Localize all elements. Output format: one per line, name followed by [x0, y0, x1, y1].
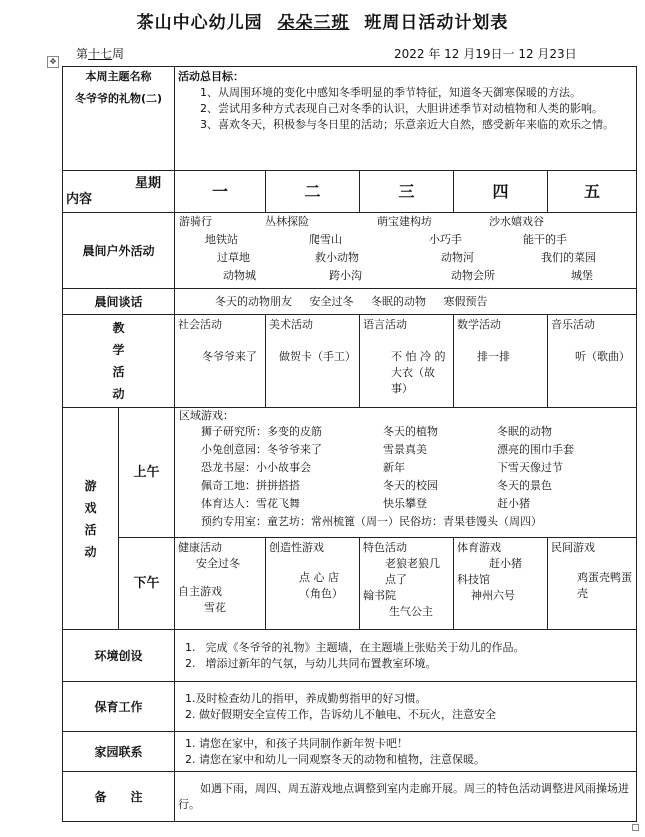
teaching-label-char: 活 [112, 365, 125, 379]
teaching-wednesday [360, 315, 454, 408]
afternoon-friday [548, 538, 637, 630]
activity-content: 生气公主 [389, 605, 433, 618]
area-item: 快乐攀登 [383, 497, 427, 510]
care-item: 2. 做好假期安全宣传工作，告诉幼儿不触电、不玩火，注意安全 [185, 707, 496, 721]
area-label: 区域游戏： [179, 409, 234, 422]
week-line [72, 45, 612, 63]
teaching-monday [175, 315, 266, 408]
teaching-label-char: 动 [112, 387, 125, 401]
day-monday: 一 [175, 171, 266, 213]
outdoor-item: 能干的手 [523, 233, 567, 246]
activity-type: 美术活动 [269, 318, 313, 331]
activity-type: 创造性游戏 [269, 541, 324, 554]
afternoon-thursday [454, 538, 548, 630]
outdoor-item: 城堡 [571, 269, 593, 282]
activity-content: 听（歌曲） [575, 350, 630, 363]
goal-item: 3、喜欢冬天，积极参与冬日里的活动；乐意亲近大自然，感受新年来临的欢乐之情。 [200, 118, 614, 131]
environment-row [63, 630, 637, 682]
day-wednesday: 三 [360, 171, 454, 213]
activity-content: 神州六号 [471, 589, 515, 602]
environment-content [175, 630, 637, 682]
care-item: 1.及时检查幼儿的指甲，养成勤剪指甲的好习惯。 [185, 691, 427, 705]
day-friday: 五 [548, 171, 637, 213]
outdoor-item: 动物城 [223, 269, 256, 282]
table-move-handle-icon[interactable]: ✥ [47, 56, 59, 68]
games-afternoon-row [63, 538, 637, 630]
area-games [175, 408, 637, 538]
talk-content [175, 289, 637, 315]
goal-item: 1、从周围环境的变化中感知冬季明显的季节特征，知道冬天御寒保暖的方法。 [200, 86, 581, 99]
activity-content: 赶小猪 [489, 557, 522, 570]
area-item: 佩奇工地：拼拼搭搭 [201, 479, 300, 492]
outdoor-item: 动物会所 [451, 269, 495, 282]
content-label: 内容 [66, 191, 93, 207]
games-label-char: 活 [84, 522, 97, 537]
activity-content: 老狼老狼几点了 [385, 557, 440, 586]
activity-type: 社会活动 [178, 318, 222, 331]
area-item: 冬天的校园 [383, 479, 438, 492]
activity-content: 做贺卡（手工） [279, 350, 356, 363]
theme-name: 冬爷爷的礼物(二) [74, 92, 163, 105]
teaching-thursday [454, 315, 548, 408]
area-item: 恐龙书屋：小小故事会 [201, 461, 311, 474]
environment-text: 增添过新年的气氛，与幼儿共同布置教室环境。 [205, 656, 437, 670]
outdoor-content [175, 213, 637, 289]
outdoor-item: 丛林探险 [265, 215, 309, 228]
games-morning-row [63, 408, 637, 538]
games-label-char: 动 [84, 544, 97, 559]
talk-row [63, 289, 637, 315]
area-item: 新年 [383, 461, 405, 474]
activity-content: 雪花 [204, 601, 226, 614]
area-item: 体育达人：雪花飞舞 [201, 497, 300, 510]
activity-type: 科技馆 [457, 573, 490, 586]
activity-type: 民间游戏 [551, 541, 595, 554]
teaching-label-char: 学 [112, 343, 125, 357]
goals-cell [175, 67, 637, 171]
plan-table [62, 66, 637, 822]
area-item: 漂亮的围巾手套 [497, 443, 574, 456]
remark-text: 如遇下雨，周四、周五游戏地点调整到室内走廊开展。周三的特色活动调整进风雨操场进行。 [175, 772, 637, 822]
area-item: 小兔创意园：冬爷爷来了 [201, 443, 322, 456]
theme-label: 本周主题名称 [85, 70, 152, 83]
activity-type: 音乐活动 [551, 318, 595, 331]
outdoor-item: 动物河 [441, 251, 474, 264]
talk-label: 晨间谈话 [63, 289, 175, 315]
week-suffix: 周 [112, 47, 125, 61]
activity-type: 自主游戏 [178, 585, 222, 598]
care-content [175, 682, 637, 732]
outdoor-item: 地铁站 [205, 233, 238, 246]
activity-type: 健康活动 [178, 541, 222, 554]
activity-content: 点 心 店（角色） [299, 571, 343, 600]
goals-label: 活动总目标： [178, 70, 244, 83]
activity-content: 翰书院 [363, 589, 396, 602]
weekday-label: 星期 [134, 175, 161, 191]
theme-row [63, 67, 637, 171]
area-item: 冬天的景色 [497, 479, 552, 492]
activity-content: 鸡蛋壳鸭蛋壳 [577, 571, 632, 600]
document-title [0, 8, 645, 33]
family-content [175, 732, 637, 772]
week-number [76, 45, 124, 62]
teaching-friday [548, 315, 637, 408]
outdoor-item: 我们的菜园 [541, 251, 596, 264]
afternoon-wednesday [360, 538, 454, 630]
games-label-char: 戏 [84, 500, 97, 515]
talk-item: 冬天的动物朋友 [215, 294, 292, 308]
environment-label: 环境创设 [63, 630, 175, 682]
afternoon-tuesday [266, 538, 360, 630]
activity-type: 语言活动 [363, 318, 407, 331]
teaching-label [63, 315, 175, 408]
area-item: 赶小猪 [497, 497, 530, 510]
area-item: 狮子研究所：多变的皮筋 [201, 425, 322, 438]
weekday-corner [63, 171, 175, 213]
outdoor-row [63, 213, 637, 289]
family-row [63, 732, 637, 772]
table-resize-handle-icon[interactable] [632, 824, 639, 831]
care-row [63, 682, 637, 732]
outdoor-item: 萌宝建构坊 [377, 215, 432, 228]
family-label: 家园联系 [63, 732, 175, 772]
family-item: 1. 请您在家中，和孩子共同制作新年贺卡吧！ [185, 736, 408, 750]
talk-item: 寒假预告 [443, 294, 488, 308]
plan-title: 班周日活动计划表 [364, 13, 509, 33]
environment-item: 1. 完成《冬爷爷的礼物》主题墙，在主题墙上张贴关于幼儿的作品。 [185, 640, 525, 654]
activity-content: 冬爷爷来了 [202, 350, 257, 363]
outdoor-item: 救小动物 [315, 251, 359, 264]
outdoor-label: 晨间户外活动 [63, 213, 175, 289]
outdoor-item: 过草地 [217, 251, 250, 264]
teaching-row [63, 315, 637, 408]
weekday-row [63, 171, 637, 213]
week-number-value: 十七 [88, 47, 113, 61]
outdoor-item: 小巧手 [429, 233, 462, 246]
class-name: 朵朵三班 [277, 13, 350, 33]
theme-cell [63, 67, 175, 171]
day-tuesday: 二 [266, 171, 360, 213]
games-label [63, 408, 119, 630]
school-name: 茶山中心幼儿园 [136, 13, 263, 33]
afternoon-label: 下午 [119, 538, 175, 630]
talk-item: 冬眠的动物 [371, 294, 426, 308]
day-thursday: 四 [454, 171, 548, 213]
goal-item: 2、尝试用多种方式表现自己对冬季的认识，大胆讲述季节对动植物和人类的影响。 [200, 102, 603, 115]
activity-content: 安全过冬 [196, 557, 240, 570]
talk-item: 安全过冬 [309, 294, 354, 308]
outdoor-item: 爬雪山 [309, 233, 342, 246]
activity-type: 体育游戏 [457, 541, 501, 554]
week-prefix: 第 [76, 47, 89, 61]
outdoor-item: 沙水嬉戏谷 [489, 215, 544, 228]
environment-item: 2. 增添过新年的气氛，与幼儿共同布置教室环境。 [185, 656, 437, 670]
afternoon-monday [175, 538, 266, 630]
care-label: 保育工作 [63, 682, 175, 732]
activity-type: 数学活动 [457, 318, 501, 331]
remark-label: 备 注 [63, 772, 175, 822]
activity-content: 排一排 [477, 350, 510, 363]
area-item: 冬天的植物 [383, 425, 438, 438]
activity-type: 特色活动 [363, 541, 407, 554]
outdoor-item: 跨小沟 [329, 269, 362, 282]
games-label-char: 游 [84, 478, 97, 493]
morning-label: 上午 [119, 408, 175, 538]
special-room: 预约专用室：童艺坊：常州梳篦（周一）民俗坊：青果巷馒头（周四） [201, 515, 542, 528]
area-item: 冬眠的动物 [497, 425, 552, 438]
teaching-tuesday [266, 315, 360, 408]
area-item: 雪景真美 [383, 443, 427, 456]
family-item: 2. 请您在家中和幼儿一同观察冬天的动物和植物，注意保暖。 [185, 752, 485, 766]
outdoor-item: 游骑行 [179, 215, 212, 228]
activity-content: 不 怕 冷 的大衣（故事） [391, 350, 446, 395]
remark-row [63, 772, 637, 822]
environment-text: 完成《冬爷爷的礼物》主题墙，在主题墙上张贴关于幼儿的作品。 [205, 640, 525, 654]
area-item: 下雪天像过节 [497, 461, 563, 474]
teaching-label-char: 教 [112, 321, 125, 335]
date-range: 2022 年 12 月19日一 12 月23日 [394, 47, 577, 61]
